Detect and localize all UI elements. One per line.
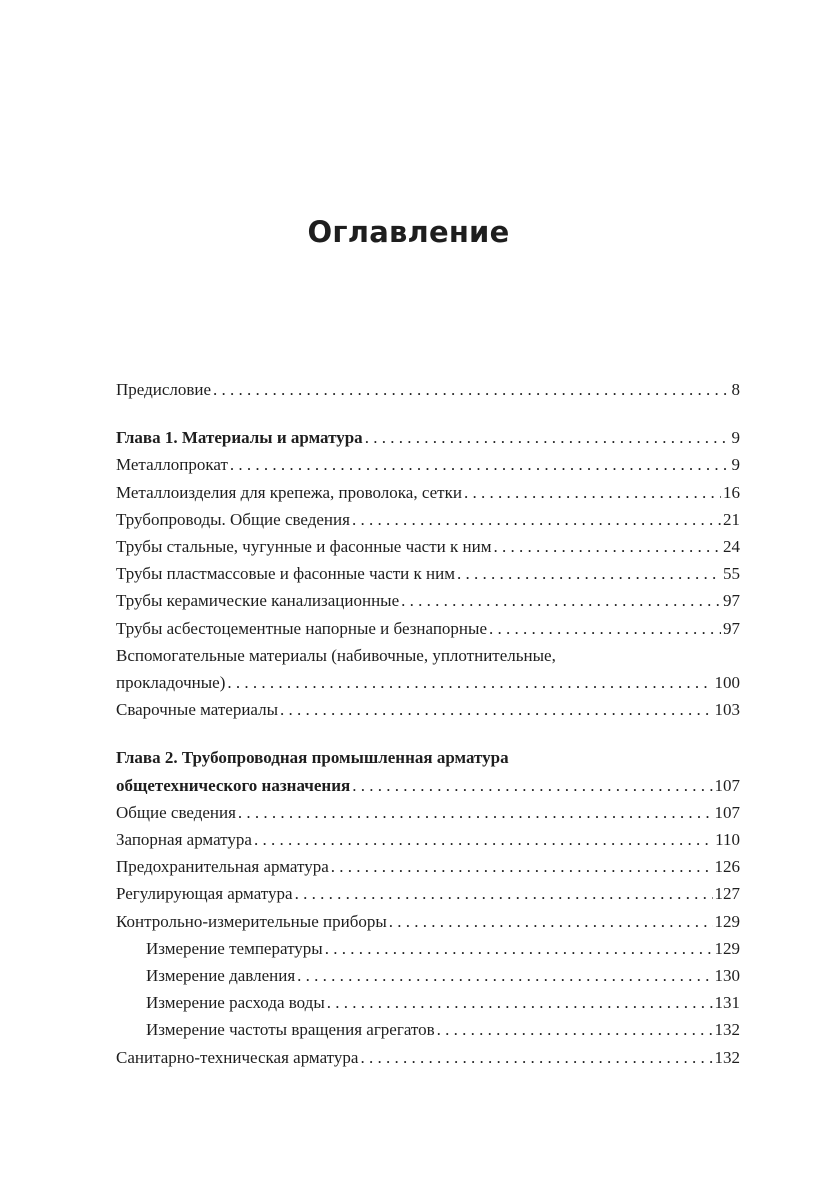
toc-section[interactable] (116, 880, 740, 907)
toc-entry-page: 21 (723, 509, 740, 529)
dot-leader (331, 853, 713, 880)
dot-leader (489, 615, 721, 642)
toc-section[interactable] (116, 669, 740, 696)
toc-entry-title: Сварочные материалы (116, 700, 279, 720)
toc-chapter-line1[interactable] (116, 744, 740, 771)
toc-entry-page: 132 (714, 1047, 740, 1067)
toc-entry-title: Санитарно-техническая арматура (116, 1047, 359, 1067)
toc-entry-page: 127 (714, 884, 740, 904)
toc-section[interactable] (116, 533, 740, 560)
toc-entry-title: Измерение давления (146, 966, 296, 986)
toc-section[interactable] (116, 506, 740, 533)
spacer (116, 403, 740, 424)
toc-entry-page: 9 (731, 455, 740, 475)
dot-leader (352, 506, 721, 533)
toc-entry-title: Трубопроводы. Общие сведения (116, 509, 350, 529)
toc-section[interactable] (116, 853, 740, 880)
toc-entry-title: Трубы пластмассовые и фасонные части к ним (116, 564, 455, 584)
toc-entry-title: Металлоизделия для крепежа, проволока, сетки (116, 482, 462, 502)
toc-chapter[interactable] (116, 424, 740, 451)
toc-entry-title: Контрольно-измерительные приборы (116, 911, 387, 931)
toc-entry-title: Предисловие (116, 380, 212, 399)
dot-leader (325, 935, 713, 962)
dot-leader (230, 451, 730, 478)
toc-entry-title: Измерение температуры (146, 938, 323, 958)
toc-entry-title: прокладочные) (116, 673, 226, 693)
toc-subsection[interactable] (116, 989, 740, 1016)
toc-section[interactable] (116, 479, 740, 506)
toc-entry-title: Общие сведения (116, 802, 236, 822)
toc-entry-title: Глава 1. Материалы и арматура (116, 428, 363, 448)
dot-leader (295, 880, 713, 907)
toc-entry-page: 9 (731, 428, 740, 448)
toc-entry-page: 24 (723, 537, 740, 557)
toc-entry-title: Регулирующая арматура (116, 884, 293, 904)
toc-entry-title: Запорная арматура (116, 830, 252, 850)
toc-section[interactable] (116, 587, 740, 614)
toc-entry-title: Измерение частоты вращения агрегатов (146, 1020, 435, 1040)
dot-leader (437, 1016, 713, 1043)
toc-entry-title: Металлопрокат (116, 455, 228, 475)
toc-entry-page: 130 (714, 966, 740, 986)
toc-entry-page: 107 (714, 802, 740, 822)
toc-entry-title: общетехнического назначения (116, 775, 351, 795)
toc-entry-title: Глава 2. Трубопроводная промышленная арматура (116, 748, 509, 768)
toc-subsection[interactable] (116, 1016, 740, 1043)
toc-section-line1[interactable] (116, 642, 740, 669)
dot-leader (280, 696, 712, 723)
dot-leader (401, 587, 721, 614)
toc-entry-title: Трубы стальные, чугунные и фасонные части к ним (116, 537, 492, 557)
dot-leader (352, 772, 712, 799)
toc-entry-page: 129 (714, 911, 740, 931)
dot-leader (457, 560, 721, 587)
toc-entry-page: 97 (723, 618, 740, 638)
toc-section[interactable] (116, 799, 740, 826)
toc-section[interactable] (116, 451, 740, 478)
toc-entry-title: Предохранительная арматура (116, 857, 329, 877)
dot-leader (365, 424, 730, 451)
toc-section[interactable] (116, 1044, 740, 1071)
toc-entry-page: 8 (731, 380, 740, 399)
dot-leader (254, 826, 713, 853)
spacer (116, 723, 740, 744)
dot-leader (493, 533, 721, 560)
toc-entry-page: 107 (714, 775, 740, 795)
toc-section[interactable] (116, 560, 740, 587)
toc-entry-page: 110 (715, 830, 740, 850)
page-title: Оглавление (307, 215, 510, 250)
toc-entry-page: 55 (723, 564, 740, 584)
toc-entry-page: 126 (714, 857, 740, 877)
toc-entry-page: 132 (714, 1020, 740, 1040)
dot-leader (327, 989, 713, 1016)
dot-leader (464, 479, 721, 506)
toc-section[interactable] (116, 696, 740, 723)
dot-leader (238, 799, 713, 826)
toc-entry-title: Трубы керамические канализационные (116, 591, 400, 611)
dot-leader (213, 376, 729, 403)
dot-leader (297, 962, 712, 989)
toc-entry-page: 103 (714, 700, 740, 720)
toc-subsection[interactable] (116, 935, 740, 962)
toc-chapter[interactable] (116, 772, 740, 799)
toc-entry-preface[interactable] (116, 376, 740, 403)
table-of-contents (116, 376, 740, 1071)
dot-leader (227, 669, 712, 696)
toc-entry-page: 131 (714, 993, 740, 1013)
dot-leader (389, 908, 713, 935)
toc-subsection[interactable] (116, 962, 740, 989)
toc-section[interactable] (116, 826, 740, 853)
toc-entry-page: 100 (714, 673, 740, 693)
toc-entry-title: Измерение расхода воды (146, 993, 325, 1013)
toc-section[interactable] (116, 908, 740, 935)
toc-entry-title: Трубы асбестоцементные напорные и безнапорные (116, 618, 487, 638)
toc-entry-title: Вспомогательные материалы (набивочные, уплотнительные, (116, 645, 556, 665)
toc-entry-page: 129 (714, 938, 740, 958)
toc-entry-page: 97 (723, 591, 740, 611)
toc-section[interactable] (116, 615, 740, 642)
dot-leader (360, 1044, 712, 1071)
toc-entry-page: 16 (723, 482, 740, 502)
